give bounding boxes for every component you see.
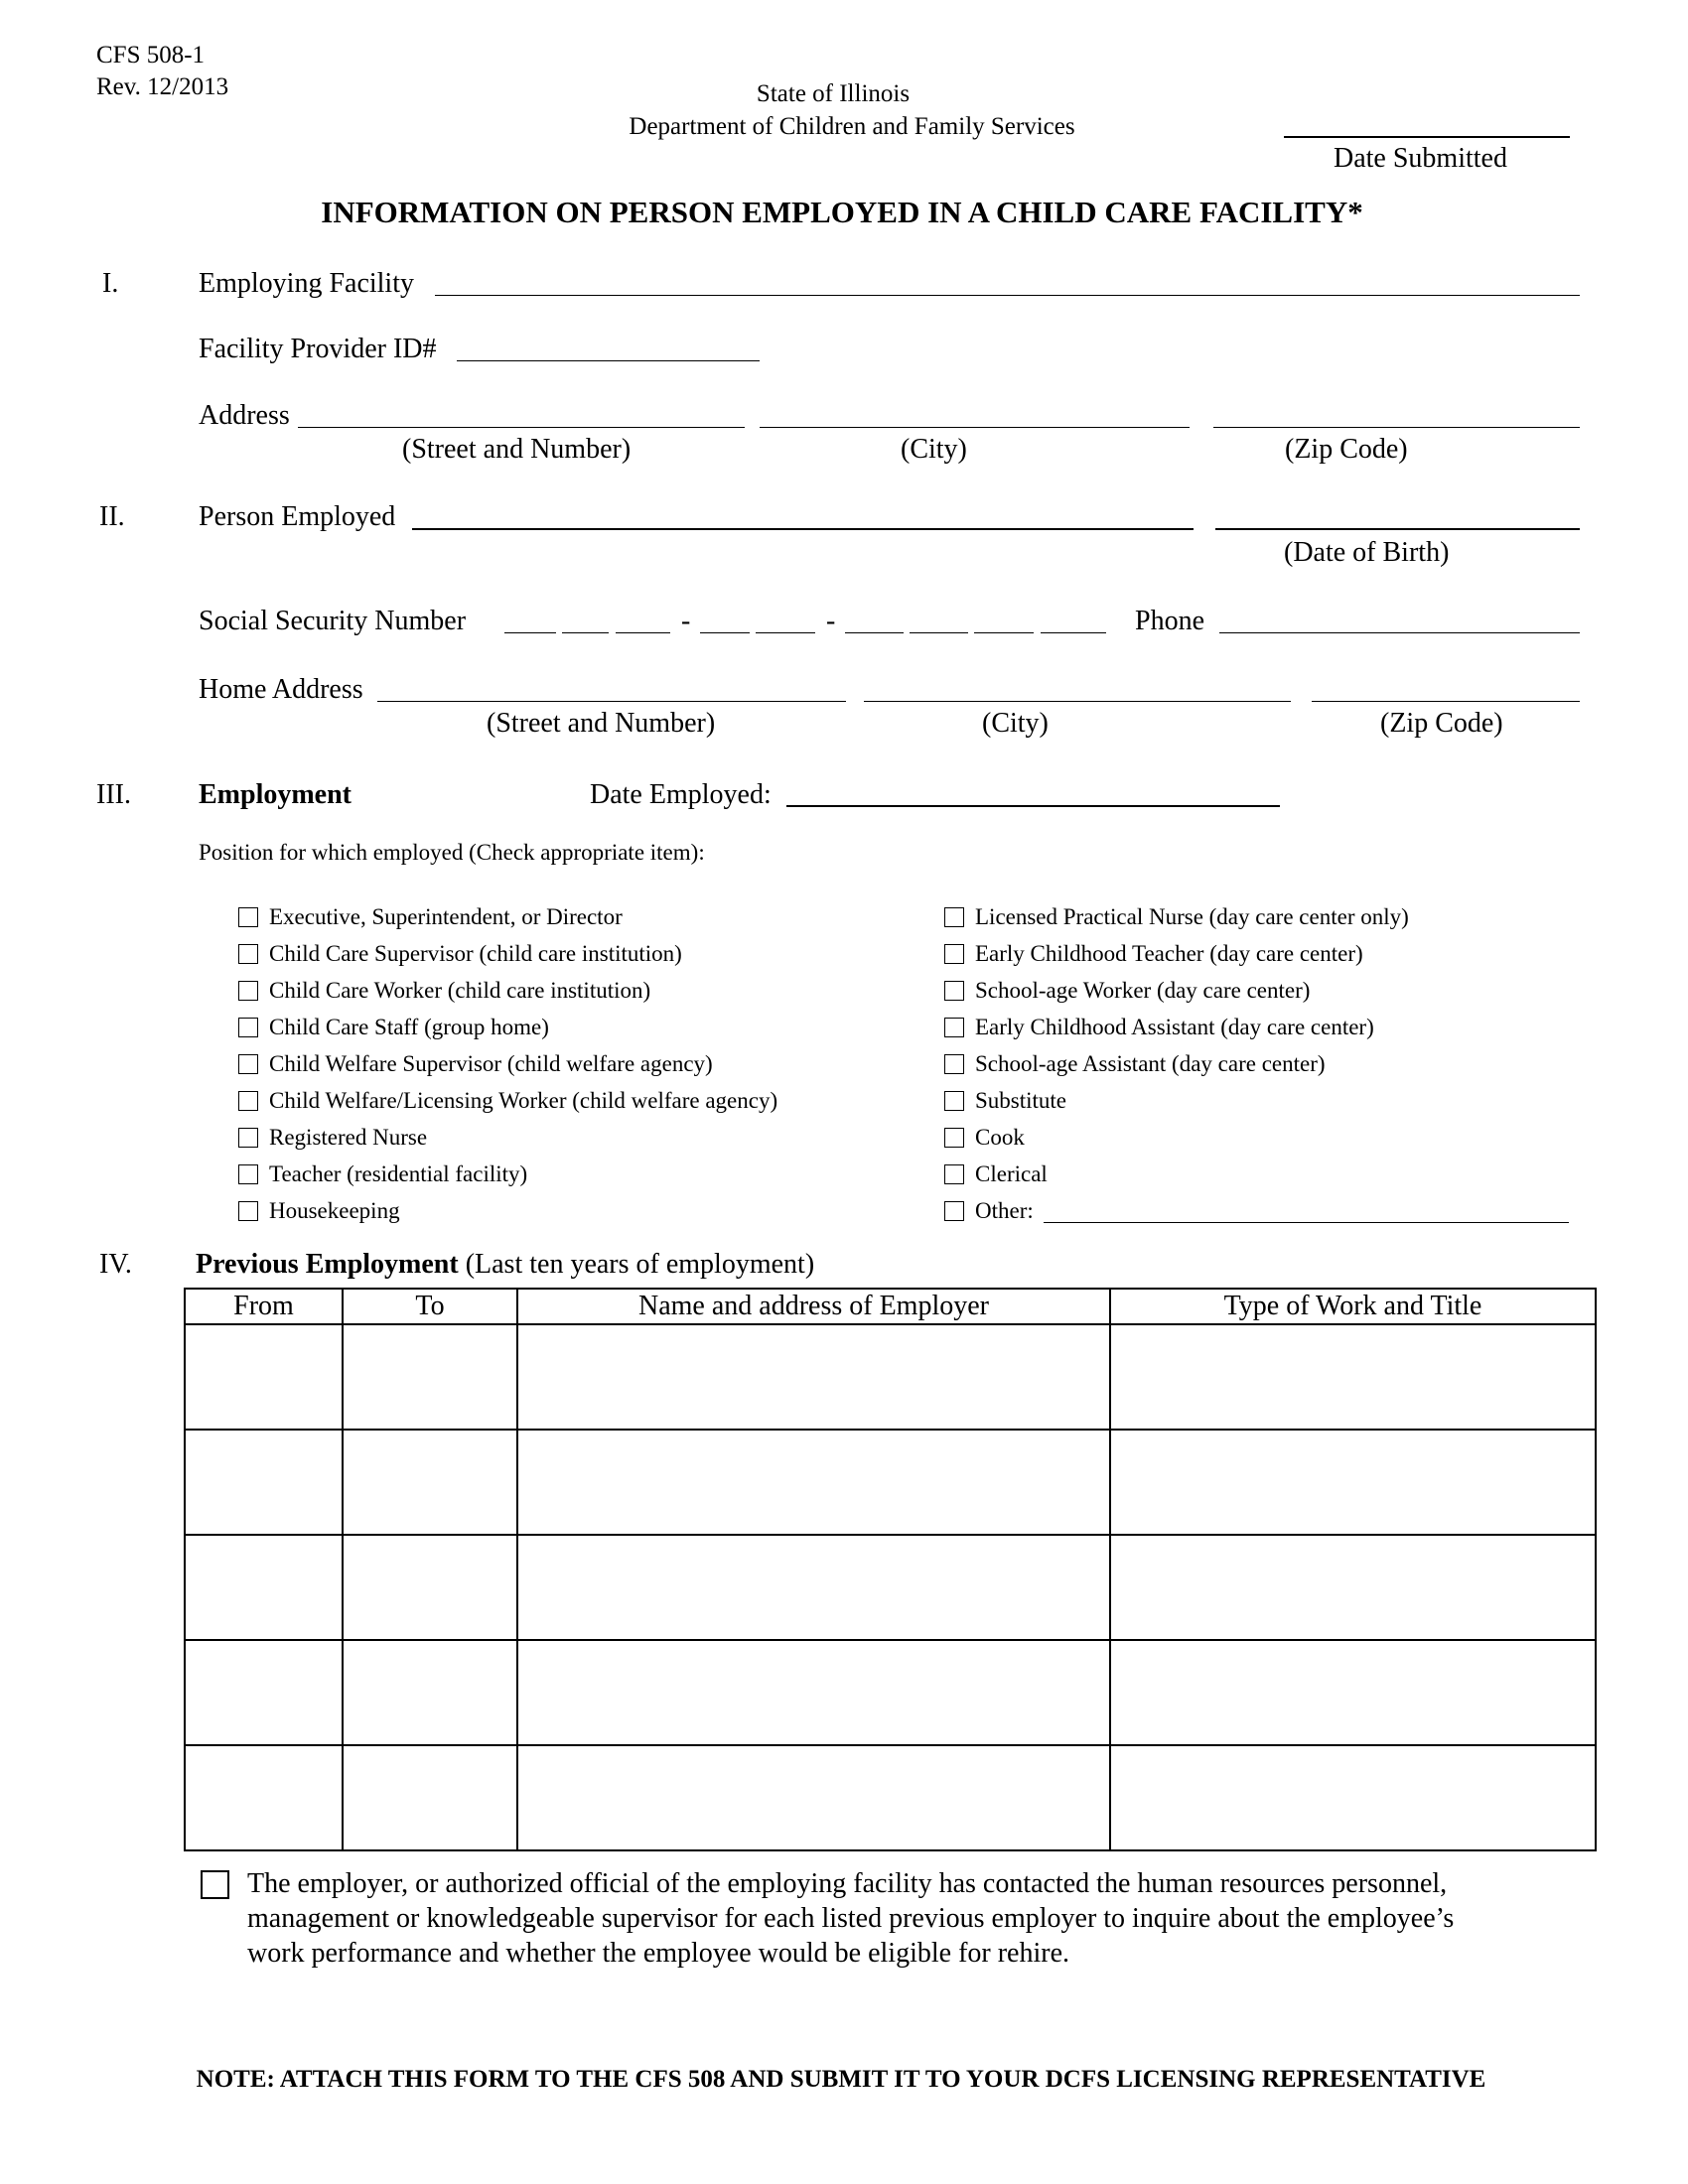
state-name [0,79,1688,109]
date-submitted-label: Date Submitted [1334,143,1507,174]
checkbox[interactable] [944,1018,964,1037]
home-city-field[interactable] [864,701,1291,702]
to-cell[interactable] [343,1640,517,1745]
position-option[interactable] [238,1161,527,1187]
checkbox[interactable] [238,1091,258,1111]
position-option-label: Early Childhood Teacher (day care center) [975,941,1363,966]
checkbox[interactable] [238,944,258,964]
ssn-dash-1: - [681,606,691,636]
employer-cell[interactable] [517,1324,1110,1430]
work-title-cell[interactable] [1110,1745,1596,1850]
position-option-label: Executive, Superintendent, or Director [269,904,623,929]
position-option-label: Child Care Staff (group home) [269,1015,549,1039]
section-4-numeral: IV. [99,1249,132,1280]
date-of-birth-field[interactable] [1215,528,1580,530]
checkbox[interactable] [944,1128,964,1148]
ssn-digit-7[interactable] [910,632,968,633]
employing-facility-label: Employing Facility [199,268,414,299]
position-instruction: Position for which employed (Check appropriate item): [199,840,705,865]
form-number: CFS 508-1 [96,42,206,68]
phone-field[interactable] [1219,632,1580,633]
table-row [185,1324,1596,1430]
state-name-text: State of Illinois [756,80,911,107]
facility-zip-field[interactable] [1213,427,1580,428]
to-cell[interactable] [343,1324,517,1430]
position-option-label: Child Welfare Supervisor (child welfare agency) [269,1051,713,1076]
to-cell[interactable] [343,1430,517,1535]
facility-city-field[interactable] [760,427,1190,428]
column-header-to: To [343,1289,517,1324]
form-revision: Rev. 12/2013 [96,73,229,100]
position-option[interactable] [238,978,650,1004]
other-position-field[interactable] [1044,1222,1569,1223]
footer-note-text: NOTE: ATTACH THIS FORM TO THE CFS 508 AND SUBMIT IT TO YOUR DCFS LICENSING REPRESENTATIVE [196,2066,1486,2093]
provider-id-label: Facility Provider ID# [199,334,437,364]
attestation-line-3: work performance and whether the employee would be eligible for rehire. [247,1938,1069,1969]
checkbox[interactable] [944,907,964,927]
attestation-line-2: management or knowledgeable supervisor for each listed previous employer to inquire about the employee’s [247,1903,1455,1934]
department-name: Department of Children and Family Services [629,113,1075,140]
position-option[interactable] [944,1088,1066,1114]
checkbox[interactable] [944,1054,964,1074]
work-title-cell[interactable] [1110,1535,1596,1640]
column-header-employer: Name and address of Employer [517,1289,1110,1324]
employing-facility-field[interactable] [435,295,1580,296]
ssn-digit-5[interactable] [756,632,815,633]
position-option-label: Substitute [975,1088,1067,1113]
previous-employment-heading [196,1249,814,1281]
home-street-caption: (Street and Number) [487,708,716,739]
ssn-digit-3[interactable] [616,632,670,633]
form-title-text: INFORMATION ON PERSON EMPLOYED IN A CHILD CARE FACILITY* [321,195,1363,229]
ssn-digit-4[interactable] [700,632,750,633]
employer-cell[interactable] [517,1640,1110,1745]
checkbox[interactable] [238,1128,258,1148]
position-option-label: Registered Nurse [269,1125,428,1150]
footer-note [0,2065,1688,2095]
date-of-birth-caption: (Date of Birth) [1284,537,1450,568]
position-option[interactable] [944,1125,1025,1151]
position-option[interactable] [944,1015,1374,1040]
position-option[interactable] [238,1015,549,1040]
position-option[interactable] [944,1161,1048,1187]
home-address-label: Home Address [199,674,363,705]
person-employed-label: Person Employed [199,501,396,532]
section-2-numeral: II. [99,501,125,532]
checkbox[interactable] [944,1201,964,1221]
column-header-work-title: Type of Work and Title [1110,1289,1596,1324]
position-option-other[interactable] [944,1198,1034,1224]
ssn-digit-9[interactable] [1041,632,1106,633]
table-row [185,1640,1596,1745]
previous-employment-table [184,1288,1597,1851]
position-option-label: Cook [975,1125,1025,1150]
attestation-checkbox[interactable] [201,1870,229,1899]
ssn-digit-2[interactable] [562,632,609,633]
position-option[interactable] [238,1125,427,1151]
checkbox[interactable] [238,1164,258,1184]
checkbox[interactable] [944,1091,964,1111]
position-option[interactable] [944,978,1310,1004]
attestation-line-1: The employer, or authorized official of the employing facility has contacted the human resources personnel, [247,1868,1448,1899]
position-option-label: School-age Worker (day care center) [975,978,1311,1003]
ssn-digit-8[interactable] [974,632,1034,633]
checkbox[interactable] [238,1054,258,1074]
employment-heading: Employment [199,779,352,810]
position-option[interactable] [944,1051,1326,1077]
checkbox[interactable] [944,981,964,1001]
facility-address-label: Address [199,400,290,431]
checkbox[interactable] [944,1164,964,1184]
previous-employment-note: (Last ten years of employment) [465,1249,815,1280]
checkbox[interactable] [238,1018,258,1037]
work-title-cell[interactable] [1110,1324,1596,1430]
ssn-digit-1[interactable] [504,632,556,633]
position-option-label: Clerical [975,1161,1048,1186]
section-1-numeral: I. [102,268,119,299]
ssn-dash-2: - [826,606,836,636]
work-title-cell[interactable] [1110,1640,1596,1745]
to-cell[interactable] [343,1535,517,1640]
position-option[interactable] [238,904,623,930]
position-option-label: Teacher (residential facility) [269,1161,528,1186]
home-zip-field[interactable] [1312,701,1580,702]
provider-id-field[interactable] [457,360,760,361]
form-title [0,195,1688,230]
position-option-label: Child Care Supervisor (child care institution) [269,941,682,966]
from-cell[interactable] [185,1535,343,1640]
table-row [185,1535,1596,1640]
checkbox[interactable] [238,981,258,1001]
home-zip-caption: (Zip Code) [1380,708,1503,739]
position-option-label: Housekeeping [269,1198,400,1223]
from-cell[interactable] [185,1640,343,1745]
date-employed-label: Date Employed: [590,779,772,810]
position-option-label: Other: [975,1198,1034,1223]
ssn-label: Social Security Number [199,606,467,636]
table-row [185,1745,1596,1850]
employer-cell[interactable] [517,1535,1110,1640]
person-employed-field[interactable] [412,528,1194,530]
position-option[interactable] [238,1051,713,1077]
employer-cell[interactable] [517,1745,1110,1850]
from-cell[interactable] [185,1430,343,1535]
facility-street-caption: (Street and Number) [402,434,632,465]
employer-cell[interactable] [517,1430,1110,1535]
position-option[interactable] [238,1198,400,1224]
table-row [185,1430,1596,1535]
from-cell[interactable] [185,1745,343,1850]
position-option[interactable] [238,1088,777,1114]
date-submitted-field[interactable] [1284,136,1570,138]
position-option[interactable] [238,941,682,967]
position-option-label: School-age Assistant (day care center) [975,1051,1326,1076]
work-title-cell[interactable] [1110,1430,1596,1535]
to-cell[interactable] [343,1745,517,1850]
column-header-from: From [185,1289,343,1324]
facility-zip-caption: (Zip Code) [1285,434,1408,465]
position-option[interactable] [944,904,1409,930]
position-option[interactable] [944,941,1363,967]
facility-street-field[interactable] [298,427,745,428]
position-option-label: Early Childhood Assistant (day care center) [975,1015,1374,1039]
position-option-label: Child Care Worker (child care institution) [269,978,651,1003]
position-option-label: Child Welfare/Licensing Worker (child welfare agency) [269,1088,778,1113]
previous-employment-title: Previous Employment [196,1249,459,1280]
checkbox[interactable] [238,907,258,927]
phone-label: Phone [1135,606,1204,636]
section-3-numeral: III. [96,779,131,810]
checkbox[interactable] [944,944,964,964]
checkbox[interactable] [238,1201,258,1221]
position-option-label: Licensed Practical Nurse (day care center only) [975,904,1409,929]
table-header-row [185,1289,1596,1324]
home-street-field[interactable] [377,701,846,702]
ssn-digit-6[interactable] [845,632,904,633]
date-employed-field[interactable] [786,805,1280,807]
from-cell[interactable] [185,1324,343,1430]
facility-city-caption: (City) [901,434,967,465]
home-city-caption: (City) [982,708,1049,739]
